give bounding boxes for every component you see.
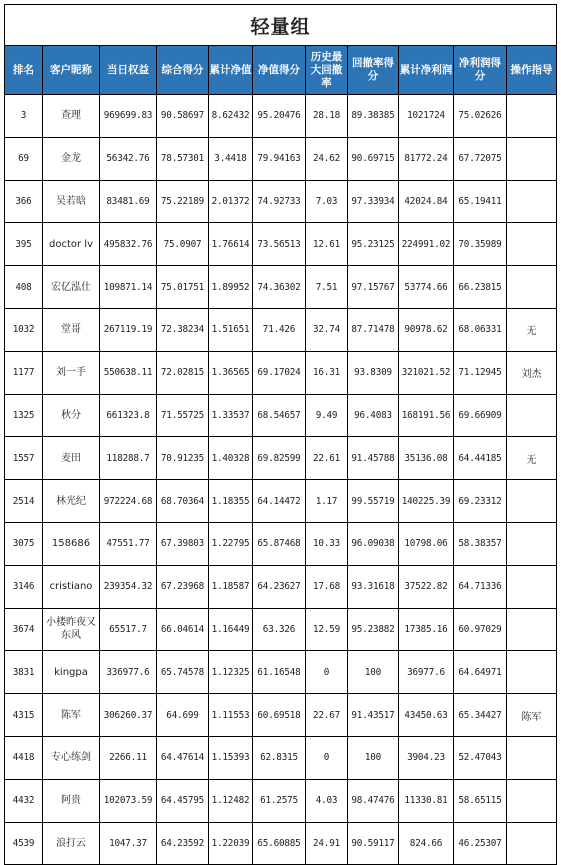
cell-profit-score[interactable]: 60.97029 — [454, 608, 507, 651]
cell-profit-score[interactable]: 67.72075 — [454, 137, 507, 180]
cell-nav-score[interactable]: 73.56513 — [253, 223, 306, 266]
cell-guidance[interactable] — [507, 394, 557, 437]
cell-total-score[interactable]: 70.91235 — [157, 437, 209, 480]
cell-equity[interactable]: 239354.32 — [100, 565, 157, 608]
cell-max-drawdown[interactable]: 12.61 — [306, 223, 348, 266]
header-equity: 当日权益 — [100, 46, 157, 95]
cell-rank[interactable]: 366 — [5, 180, 43, 223]
cell-cum-profit[interactable]: 168191.56 — [399, 394, 454, 437]
cell-drawdown-score[interactable]: 97.33934 — [348, 180, 399, 223]
cell-max-drawdown[interactable]: 12.59 — [306, 608, 348, 651]
cell-equity[interactable]: 306260.37 — [100, 694, 157, 737]
cell-cum-profit[interactable]: 321021.52 — [399, 351, 454, 394]
cell-nickname[interactable]: 麦田 — [43, 437, 100, 480]
cell-profit-score[interactable]: 65.34427 — [454, 694, 507, 737]
cell-drawdown-score[interactable]: 95.23125 — [348, 223, 399, 266]
cell-equity[interactable]: 267119.19 — [100, 308, 157, 351]
cell-cum-profit[interactable]: 10798.06 — [399, 522, 454, 565]
spreadsheet — [4, 4, 556, 865]
cell-equity[interactable]: 2266.11 — [100, 736, 157, 779]
cell-nickname[interactable]: 堂哥 — [43, 308, 100, 351]
cell-cum-profit[interactable]: 11330.81 — [399, 779, 454, 822]
header-cum-nav: 累计净值 — [209, 46, 253, 95]
cell-nav-score[interactable]: 61.16548 — [253, 651, 306, 694]
table-row — [5, 137, 557, 180]
cell-cum-nav[interactable]: 1.22795 — [209, 522, 253, 565]
header-row — [5, 46, 557, 95]
header-cum-profit: 累计净利润 — [399, 46, 454, 95]
cell-total-score[interactable]: 67.39803 — [157, 522, 209, 565]
cell-nickname[interactable]: 刘一手 — [43, 351, 100, 394]
table-row — [5, 822, 557, 865]
cell-nav-score[interactable]: 60.69518 — [253, 694, 306, 737]
cell-guidance[interactable]: 无 — [507, 308, 557, 351]
cell-max-drawdown[interactable]: 4.03 — [306, 779, 348, 822]
sheet-title: 轻量组 — [5, 5, 557, 46]
cell-equity[interactable]: 969699.83 — [100, 95, 157, 138]
cell-max-drawdown[interactable]: 10.33 — [306, 522, 348, 565]
cell-cum-profit[interactable]: 36977.6 — [399, 651, 454, 694]
cell-total-score[interactable]: 75.0907 — [157, 223, 209, 266]
cell-total-score[interactable]: 64.23592 — [157, 822, 209, 865]
cell-cum-profit[interactable]: 90978.62 — [399, 308, 454, 351]
cell-nav-score[interactable]: 79.94163 — [253, 137, 306, 180]
cell-guidance[interactable] — [507, 137, 557, 180]
cell-nickname[interactable]: 宏亿泓仕 — [43, 266, 100, 309]
cell-guidance[interactable]: 陈军 — [507, 694, 557, 737]
cell-drawdown-score[interactable]: 97.15767 — [348, 266, 399, 309]
cell-drawdown-score[interactable]: 95.23882 — [348, 608, 399, 651]
cell-nav-score[interactable]: 64.14472 — [253, 480, 306, 523]
table-row — [5, 736, 557, 779]
cell-equity[interactable]: 118288.7 — [100, 437, 157, 480]
cell-nav-score[interactable]: 65.60885 — [253, 822, 306, 865]
cell-equity[interactable]: 102073.59 — [100, 779, 157, 822]
cell-cum-nav[interactable]: 1.22039 — [209, 822, 253, 865]
cell-profit-score[interactable]: 52.47043 — [454, 736, 507, 779]
cell-profit-score[interactable]: 64.71336 — [454, 565, 507, 608]
cell-nav-score[interactable]: 62.8315 — [253, 736, 306, 779]
cell-total-score[interactable]: 75.01751 — [157, 266, 209, 309]
cell-equity[interactable]: 83481.69 — [100, 180, 157, 223]
cell-cum-nav[interactable]: 1.18355 — [209, 480, 253, 523]
cell-guidance[interactable] — [507, 480, 557, 523]
cell-rank[interactable]: 3 — [5, 95, 43, 138]
cell-cum-profit[interactable]: 42024.84 — [399, 180, 454, 223]
cell-max-drawdown[interactable]: 16.31 — [306, 351, 348, 394]
cell-cum-nav[interactable]: 1.18587 — [209, 565, 253, 608]
cell-cum-profit[interactable]: 3904.23 — [399, 736, 454, 779]
cell-nav-score[interactable]: 63.326 — [253, 608, 306, 651]
cell-guidance[interactable] — [507, 223, 557, 266]
table-row — [5, 351, 557, 394]
cell-profit-score[interactable]: 69.66909 — [454, 394, 507, 437]
cell-cum-profit[interactable]: 140225.39 — [399, 480, 454, 523]
cell-nav-score[interactable]: 61.2575 — [253, 779, 306, 822]
cell-cum-profit[interactable]: 81772.24 — [399, 137, 454, 180]
cell-max-drawdown[interactable]: 28.18 — [306, 95, 348, 138]
cell-drawdown-score[interactable]: 96.09038 — [348, 522, 399, 565]
cell-rank[interactable]: 1177 — [5, 351, 43, 394]
cell-nickname[interactable]: 小楼昨夜又东风 — [43, 608, 100, 651]
cell-rank[interactable]: 69 — [5, 137, 43, 180]
cell-total-score[interactable]: 66.04614 — [157, 608, 209, 651]
cell-profit-score[interactable]: 75.02626 — [454, 95, 507, 138]
cell-cum-nav[interactable]: 1.15393 — [209, 736, 253, 779]
cell-nav-score[interactable]: 74.92733 — [253, 180, 306, 223]
cell-rank[interactable]: 3146 — [5, 565, 43, 608]
header-max-drawdown: 历史最大回撤率 — [306, 46, 348, 95]
cell-max-drawdown[interactable]: 0 — [306, 736, 348, 779]
table-row — [5, 779, 557, 822]
cell-rank[interactable]: 3075 — [5, 522, 43, 565]
table-row — [5, 266, 557, 309]
cell-profit-score[interactable]: 58.38357 — [454, 522, 507, 565]
cell-nickname[interactable]: 浪打云 — [43, 822, 100, 865]
cell-cum-profit[interactable]: 43450.63 — [399, 694, 454, 737]
cell-total-score[interactable]: 75.22189 — [157, 180, 209, 223]
cell-equity[interactable]: 336977.6 — [100, 651, 157, 694]
cell-cum-profit[interactable]: 824.66 — [399, 822, 454, 865]
cell-nickname[interactable]: 专心练剑 — [43, 736, 100, 779]
cell-equity[interactable]: 109871.14 — [100, 266, 157, 309]
header-total-score: 综合得分 — [157, 46, 209, 95]
header-rank: 排名 — [5, 46, 43, 95]
cell-guidance[interactable]: 无 — [507, 437, 557, 480]
cell-max-drawdown[interactable]: 24.91 — [306, 822, 348, 865]
cell-guidance[interactable] — [507, 651, 557, 694]
cell-cum-profit[interactable]: 17385.16 — [399, 608, 454, 651]
cell-rank[interactable]: 3674 — [5, 608, 43, 651]
cell-drawdown-score[interactable]: 93.31618 — [348, 565, 399, 608]
cell-drawdown-score[interactable]: 100 — [348, 651, 399, 694]
cell-cum-nav[interactable]: 1.11553 — [209, 694, 253, 737]
cell-guidance[interactable] — [507, 822, 557, 865]
cell-rank[interactable]: 2514 — [5, 480, 43, 523]
cell-guidance[interactable] — [507, 180, 557, 223]
header-profit-score: 净利润得分 — [454, 46, 507, 95]
cell-nickname[interactable]: doctor lv — [43, 223, 100, 266]
cell-profit-score[interactable]: 64.44185 — [454, 437, 507, 480]
cell-guidance[interactable] — [507, 266, 557, 309]
cell-cum-nav[interactable]: 1.33537 — [209, 394, 253, 437]
cell-cum-nav[interactable]: 2.01372 — [209, 180, 253, 223]
cell-cum-nav[interactable]: 1.12325 — [209, 651, 253, 694]
cell-total-score[interactable]: 67.23968 — [157, 565, 209, 608]
cell-guidance[interactable] — [507, 95, 557, 138]
cell-profit-score[interactable]: 68.06331 — [454, 308, 507, 351]
cell-drawdown-score[interactable]: 98.47476 — [348, 779, 399, 822]
cell-total-score[interactable]: 90.58697 — [157, 95, 209, 138]
cell-cum-nav[interactable]: 8.62432 — [209, 95, 253, 138]
cell-cum-nav[interactable]: 1.51651 — [209, 308, 253, 351]
cell-equity[interactable]: 495832.76 — [100, 223, 157, 266]
cell-max-drawdown[interactable]: 32.74 — [306, 308, 348, 351]
cell-max-drawdown[interactable]: 1.17 — [306, 480, 348, 523]
cell-total-score[interactable]: 72.02815 — [157, 351, 209, 394]
table-row — [5, 308, 557, 351]
cell-nav-score[interactable]: 71.426 — [253, 308, 306, 351]
cell-cum-profit[interactable]: 37522.82 — [399, 565, 454, 608]
table-row — [5, 437, 557, 480]
cell-max-drawdown[interactable]: 9.49 — [306, 394, 348, 437]
header-nickname: 客户昵称 — [43, 46, 100, 95]
cell-cum-nav[interactable]: 1.89952 — [209, 266, 253, 309]
cell-drawdown-score[interactable]: 91.43517 — [348, 694, 399, 737]
cell-cum-nav[interactable]: 1.12482 — [209, 779, 253, 822]
cell-profit-score[interactable]: 64.64971 — [454, 651, 507, 694]
cell-total-score[interactable]: 64.45795 — [157, 779, 209, 822]
cell-rank[interactable]: 4539 — [5, 822, 43, 865]
cell-cum-profit[interactable]: 1021724 — [399, 95, 454, 138]
cell-total-score[interactable]: 64.699 — [157, 694, 209, 737]
table-body — [5, 95, 557, 865]
cell-nickname[interactable]: 林光纪 — [43, 480, 100, 523]
cell-nav-score[interactable]: 69.17024 — [253, 351, 306, 394]
cell-total-score[interactable]: 64.47614 — [157, 736, 209, 779]
cell-profit-score[interactable]: 66.23815 — [454, 266, 507, 309]
cell-profit-score[interactable]: 71.12945 — [454, 351, 507, 394]
cell-rank[interactable]: 408 — [5, 266, 43, 309]
cell-nickname[interactable]: kingpa — [43, 651, 100, 694]
cell-total-score[interactable]: 71.55725 — [157, 394, 209, 437]
cell-nav-score[interactable]: 69.82599 — [253, 437, 306, 480]
cell-max-drawdown[interactable]: 22.67 — [306, 694, 348, 737]
cell-nickname[interactable]: 秋分 — [43, 394, 100, 437]
table-row — [5, 394, 557, 437]
cell-cum-profit[interactable]: 53774.66 — [399, 266, 454, 309]
cell-drawdown-score[interactable]: 91.45788 — [348, 437, 399, 480]
table-row — [5, 651, 557, 694]
cell-cum-nav[interactable]: 1.40328 — [209, 437, 253, 480]
table-row — [5, 95, 557, 138]
cell-rank[interactable]: 1325 — [5, 394, 43, 437]
cell-guidance[interactable] — [507, 565, 557, 608]
cell-max-drawdown[interactable]: 17.68 — [306, 565, 348, 608]
cell-drawdown-score[interactable]: 99.55719 — [348, 480, 399, 523]
cell-rank[interactable]: 4418 — [5, 736, 43, 779]
cell-rank[interactable]: 4315 — [5, 694, 43, 737]
cell-cum-nav[interactable]: 3.4418 — [209, 137, 253, 180]
table-row — [5, 480, 557, 523]
cell-drawdown-score[interactable]: 89.38385 — [348, 95, 399, 138]
cell-nickname[interactable]: 陈军 — [43, 694, 100, 737]
cell-equity[interactable]: 47551.77 — [100, 522, 157, 565]
table-row — [5, 565, 557, 608]
table-row — [5, 608, 557, 651]
cell-drawdown-score[interactable]: 100 — [348, 736, 399, 779]
cell-max-drawdown[interactable]: 0 — [306, 651, 348, 694]
cell-profit-score[interactable]: 69.23312 — [454, 480, 507, 523]
cell-equity[interactable]: 56342.76 — [100, 137, 157, 180]
header-nav-score: 净值得分 — [253, 46, 306, 95]
cell-rank[interactable]: 3831 — [5, 651, 43, 694]
cell-profit-score[interactable]: 46.25307 — [454, 822, 507, 865]
cell-nav-score[interactable]: 74.36302 — [253, 266, 306, 309]
table-row — [5, 522, 557, 565]
cell-guidance[interactable] — [507, 736, 557, 779]
cell-equity[interactable]: 550638.11 — [100, 351, 157, 394]
cell-profit-score[interactable]: 70.35989 — [454, 223, 507, 266]
ranking-table — [4, 4, 557, 865]
cell-total-score[interactable]: 72.38234 — [157, 308, 209, 351]
table-row — [5, 223, 557, 266]
cell-nickname[interactable]: cristiano — [43, 565, 100, 608]
cell-nav-score[interactable]: 95.20476 — [253, 95, 306, 138]
cell-total-score[interactable]: 65.74578 — [157, 651, 209, 694]
cell-equity[interactable]: 65517.7 — [100, 608, 157, 651]
cell-rank[interactable]: 4432 — [5, 779, 43, 822]
cell-guidance[interactable]: 刘杰 — [507, 351, 557, 394]
cell-guidance[interactable] — [507, 522, 557, 565]
cell-drawdown-score[interactable]: 90.59117 — [348, 822, 399, 865]
cell-max-drawdown[interactable]: 7.03 — [306, 180, 348, 223]
cell-drawdown-score[interactable]: 93.8309 — [348, 351, 399, 394]
cell-nav-score[interactable]: 68.54657 — [253, 394, 306, 437]
cell-nav-score[interactable]: 64.23627 — [253, 565, 306, 608]
cell-max-drawdown[interactable]: 7.51 — [306, 266, 348, 309]
cell-cum-profit[interactable]: 224991.02 — [399, 223, 454, 266]
cell-nickname[interactable]: 查理 — [43, 95, 100, 138]
cell-max-drawdown[interactable]: 22.61 — [306, 437, 348, 480]
cell-guidance[interactable] — [507, 779, 557, 822]
cell-total-score[interactable]: 78.57301 — [157, 137, 209, 180]
cell-cum-nav[interactable]: 1.36565 — [209, 351, 253, 394]
cell-rank[interactable]: 1032 — [5, 308, 43, 351]
cell-nav-score[interactable]: 65.87468 — [253, 522, 306, 565]
cell-nickname[interactable]: 阿贵 — [43, 779, 100, 822]
cell-equity[interactable]: 1047.37 — [100, 822, 157, 865]
header-guidance: 操作指导 — [507, 46, 557, 95]
cell-drawdown-score[interactable]: 90.69715 — [348, 137, 399, 180]
cell-nickname[interactable]: 158686 — [43, 522, 100, 565]
cell-profit-score[interactable]: 65.19411 — [454, 180, 507, 223]
table-row — [5, 694, 557, 737]
cell-drawdown-score[interactable]: 96.4083 — [348, 394, 399, 437]
cell-equity[interactable]: 661323.8 — [100, 394, 157, 437]
cell-cum-nav[interactable]: 1.16449 — [209, 608, 253, 651]
cell-cum-nav[interactable]: 1.76614 — [209, 223, 253, 266]
cell-cum-profit[interactable]: 35136.08 — [399, 437, 454, 480]
header-drawdown-score: 回撤率得分 — [348, 46, 399, 95]
table-row — [5, 180, 557, 223]
cell-nickname[interactable]: 金龙 — [43, 137, 100, 180]
cell-rank[interactable]: 1557 — [5, 437, 43, 480]
cell-total-score[interactable]: 68.70364 — [157, 480, 209, 523]
cell-drawdown-score[interactable]: 87.71478 — [348, 308, 399, 351]
cell-profit-score[interactable]: 58.65115 — [454, 779, 507, 822]
cell-equity[interactable]: 972224.68 — [100, 480, 157, 523]
cell-guidance[interactable] — [507, 608, 557, 651]
cell-max-drawdown[interactable]: 24.62 — [306, 137, 348, 180]
cell-nickname[interactable]: 吴若晗 — [43, 180, 100, 223]
cell-rank[interactable]: 395 — [5, 223, 43, 266]
